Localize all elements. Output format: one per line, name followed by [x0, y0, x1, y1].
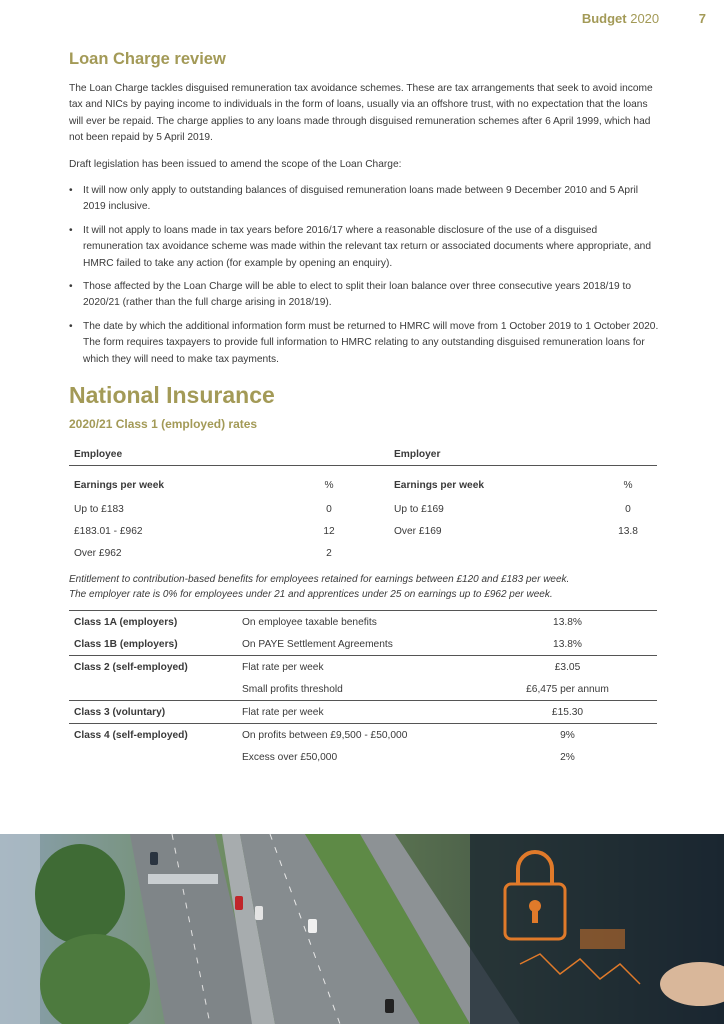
list-item: • It will now only apply to outstanding balances of disguised remuneration loans made between 9 December 2010 and 5 April 2019 inclusive.: [69, 185, 638, 213]
other-classes-table: [69, 610, 657, 768]
national-insurance-heading: National Insurance: [69, 382, 275, 409]
class1-rates-table: [69, 443, 657, 564]
table-row: Small profits threshold £6,475 per annum: [69, 678, 657, 701]
page-header: [582, 11, 706, 26]
employee-percent-label: %: [324, 479, 334, 491]
footnote-benefits: Entitlement to contribution-based benefits for employees retained for earnings between £120 and £183 per week.: [69, 574, 570, 586]
employer-earnings-label: Earnings per week: [394, 479, 485, 491]
employer-column-header: Employer: [389, 443, 657, 466]
list-item: • The date by which the additional information form must be returned to HMRC will move from 1 October 2019 to 1 October 2020. The form requires taxpayers to provide full information to HMRC relating to any outstanding disguised remuneration loans for which they will need to make tax payments.: [69, 320, 659, 365]
loan-intro-paragraph: The Loan Charge tackles disguised remuneration tax avoidance schemes. These are tax arrangements that seek to avoid income tax and NICs by paying income to individuals in the form of loans, usually via an offshore trust, with no expectation that the loans will ever be repaid. The charge applies to any loans made through disguised remuneration schemes after 6 April 1999, which had not been repaid by 5 April 2019.: [69, 83, 653, 144]
table-row: Up to £183 0 Up to £169 0: [74, 503, 631, 515]
page-number: 7: [698, 11, 706, 26]
loan-charge-heading: Loan Charge review: [69, 50, 226, 68]
employer-percent-label: %: [623, 479, 633, 491]
employee-column-header: Employee: [69, 443, 389, 466]
footnote-employer-rate: The employer rate is 0% for employees under 21 and apprentices under 25 on earnings up to £962 per week.: [69, 589, 553, 601]
table-row: [69, 466, 657, 499]
main-content: [69, 50, 659, 768]
table-row: Class 3 (voluntary) Flat rate per week £15.30: [69, 701, 657, 724]
motorway-cybersecurity-photo: [0, 834, 724, 1024]
header-title: Budget: [581, 11, 627, 26]
header-year: 2020: [630, 11, 660, 26]
bullet-icon: •: [69, 185, 73, 197]
table-row: £183.01 - £962 12 Over £169 13.8: [74, 525, 638, 537]
table-footnotes: [69, 572, 659, 602]
table-header-row: [69, 443, 657, 466]
table-row: Class 1A (employers) On employee taxable benefits 13.8%: [74, 616, 582, 628]
class1-rates-subheading: 2020/21 Class 1 (employed) rates: [69, 417, 258, 432]
employee-earnings-label: Earnings per week: [74, 479, 165, 491]
bullet-icon: •: [69, 320, 73, 332]
loan-bullet-list: [69, 183, 659, 368]
table-row: Excess over £50,000 2%: [242, 751, 575, 763]
table-row: Class 1B (employers) On PAYE Settlement Agreements 13.8%: [69, 633, 657, 656]
loan-draft-paragraph: Draft legislation has been issued to amend the scope of the Loan Charge:: [69, 158, 402, 170]
bullet-icon: •: [69, 281, 73, 293]
list-item: • It will not apply to loans made in tax years before 2016/17 where a reasonable disclosure of the use of a disguised remuneration tax avoidance scheme was made within the relevant tax return or associated documents where appropriate, and HMRC failed to take any action (for example by opening an enquiry).: [69, 224, 651, 269]
list-item: • Those affected by the Loan Charge will be able to elect to split their loan balance over three consecutive years 2018/19 to 2020/21 (rather than the full charge arising in 2018/19).: [69, 281, 632, 309]
table-row: Over £962 2: [74, 547, 332, 559]
table-row: Class 4 (self-employed) On profits between £9,500 - £50,000 9%: [74, 729, 575, 741]
table-row: Class 2 (self-employed) Flat rate per week £3.05: [74, 661, 581, 673]
bullet-icon: •: [69, 224, 73, 236]
